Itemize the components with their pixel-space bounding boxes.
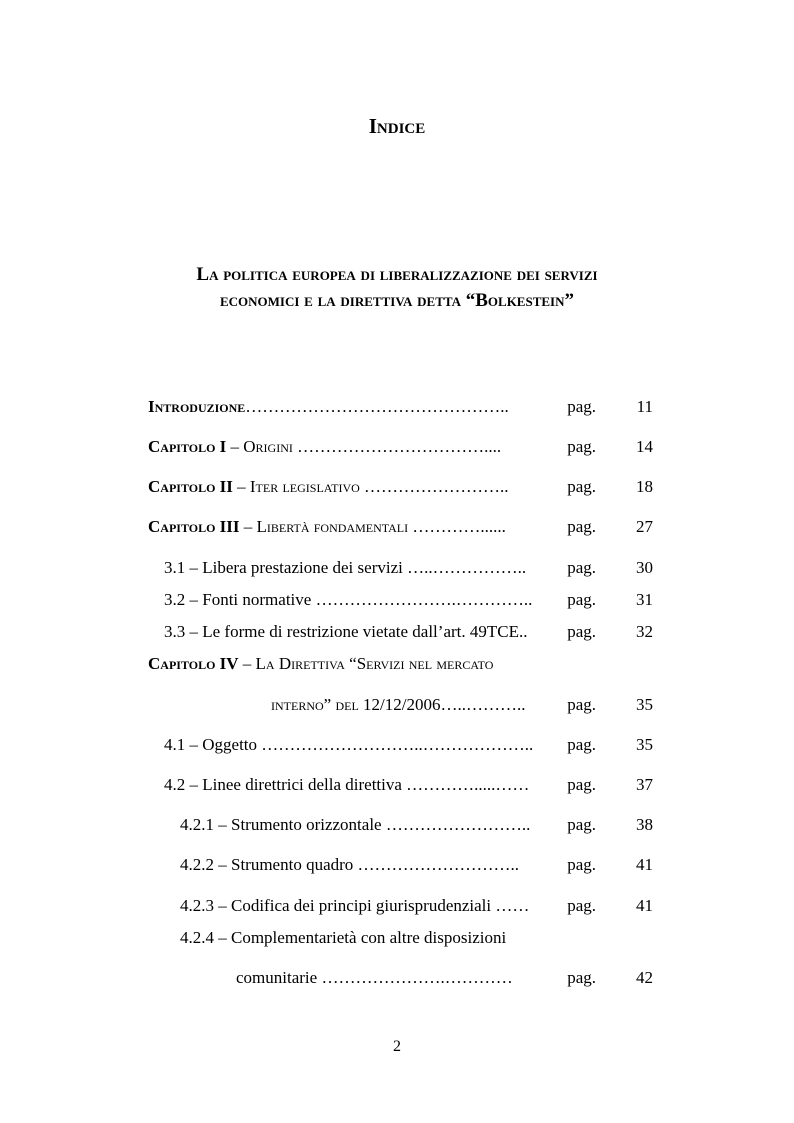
toc-page-number: 38: [636, 815, 653, 834]
toc-entry-introduzione[interactable]: [0, 395, 794, 419]
toc-label: 4.2 – Linee direttrici della direttiva ………….....……: [164, 775, 530, 794]
book-subtitle: [0, 262, 794, 314]
toc-entry-4-1[interactable]: [0, 733, 794, 757]
toc-label: 3.2 – Fonti normative …………………….…………..: [164, 590, 533, 609]
toc-label: Introduzione: [148, 397, 246, 416]
toc-entry-4-2-2[interactable]: [0, 853, 794, 877]
toc-entry-capitolo-4[interactable]: [0, 652, 794, 676]
toc-page-number: 35: [636, 735, 653, 754]
toc-pag: pag.: [567, 855, 596, 874]
toc-chapter-label: Capitolo I: [148, 437, 227, 456]
toc-chapter-label: Capitolo IV: [148, 654, 239, 673]
toc-pag: pag.: [567, 735, 596, 754]
toc-pag: pag.: [567, 517, 596, 536]
toc-dots: ………………………………………..: [245, 397, 509, 416]
toc-entry-3-2[interactable]: [0, 588, 794, 612]
toc-label: 4.1 – Oggetto ………………………..………………..: [164, 735, 534, 754]
toc-dots: …………......: [408, 517, 506, 536]
toc-entry-4-2[interactable]: [0, 773, 794, 797]
toc-entry-4-2-3[interactable]: [0, 894, 794, 918]
toc-entry-4-2-4-continued[interactable]: [0, 966, 794, 990]
toc-page-number: 30: [636, 558, 653, 577]
toc-label: 4.2.4 – Complementarietà con altre disposizioni: [180, 928, 507, 947]
toc-label: 4.2.2 – Strumento quadro ………………………..: [180, 855, 520, 874]
toc-entry-4-2-1[interactable]: [0, 813, 794, 837]
toc-chapter-title: – La Direttiva “Servizi nel mercato: [238, 654, 494, 673]
toc-chapter-label: Capitolo II: [148, 477, 233, 496]
toc-pag: pag.: [567, 695, 596, 714]
toc-pag: pag.: [567, 896, 596, 915]
toc-page-number: 27: [636, 517, 653, 536]
toc-entry-capitolo-2[interactable]: [0, 475, 794, 499]
toc-label: 3.3 – Le forme di restrizione vietate dall’art. 49TCE..: [164, 622, 528, 641]
toc-pag: pag.: [567, 558, 596, 577]
toc-entry-3-1[interactable]: [0, 556, 794, 580]
toc-page-number: 14: [636, 437, 653, 456]
toc-entry-capitolo-4-continued[interactable]: [0, 693, 794, 717]
toc-label: 4.2.1 – Strumento orizzontale ……………………..: [180, 815, 531, 834]
toc-entry-3-3[interactable]: [0, 620, 794, 644]
page-number: 2: [393, 1038, 401, 1055]
toc-pag: pag.: [567, 590, 596, 609]
page-title: Indice: [368, 114, 426, 138]
toc-pag: pag.: [567, 775, 596, 794]
toc-pag: pag.: [567, 815, 596, 834]
subtitle-line-2: economici e la direttiva detta “Bolkestein”: [219, 290, 575, 311]
toc-chapter-title: – Libertà fondamentali: [239, 517, 409, 536]
toc-pag: pag.: [567, 437, 596, 456]
subtitle-line-1: La politica europea di liberalizzazione dei servizi: [196, 264, 598, 285]
toc-page-number: 18: [636, 477, 653, 496]
toc-page-number: 11: [636, 397, 653, 416]
toc-label-continued: comunitarie ………………….…………: [236, 968, 513, 987]
toc-page-number: 41: [636, 896, 653, 915]
toc-pag: pag.: [567, 477, 596, 496]
toc-page-number: 31: [636, 590, 653, 609]
toc-page-number: 41: [636, 855, 653, 874]
toc-page-number: 35: [636, 695, 653, 714]
toc-pag: pag.: [567, 622, 596, 641]
toc-chapter-title-continued: interno” del: [271, 695, 359, 714]
toc-dots: ……………………………....: [292, 437, 502, 456]
toc-label: 3.1 – Libera prestazione dei servizi …..……………..: [164, 558, 527, 577]
toc-chapter-date: 12/12/2006…..………..: [358, 695, 526, 714]
toc-chapter-title: – Iter legislativo: [232, 477, 360, 496]
toc-chapter-title: – Origini: [226, 437, 293, 456]
toc-chapter-label: Capitolo III: [148, 517, 240, 536]
toc-pag: pag.: [567, 397, 596, 416]
toc-page-number: 32: [636, 622, 653, 641]
toc-dots: ……………………..: [359, 477, 509, 496]
toc-entry-4-2-4[interactable]: [0, 926, 794, 950]
toc-page-number: 42: [636, 968, 653, 987]
toc-pag: pag.: [567, 968, 596, 987]
toc-label: 4.2.3 – Codifica dei principi giurisprudenziali ……: [180, 896, 530, 915]
toc-entry-capitolo-3[interactable]: [0, 515, 794, 539]
toc-entry-capitolo-1[interactable]: [0, 435, 794, 459]
toc-page-number: 37: [636, 775, 653, 794]
